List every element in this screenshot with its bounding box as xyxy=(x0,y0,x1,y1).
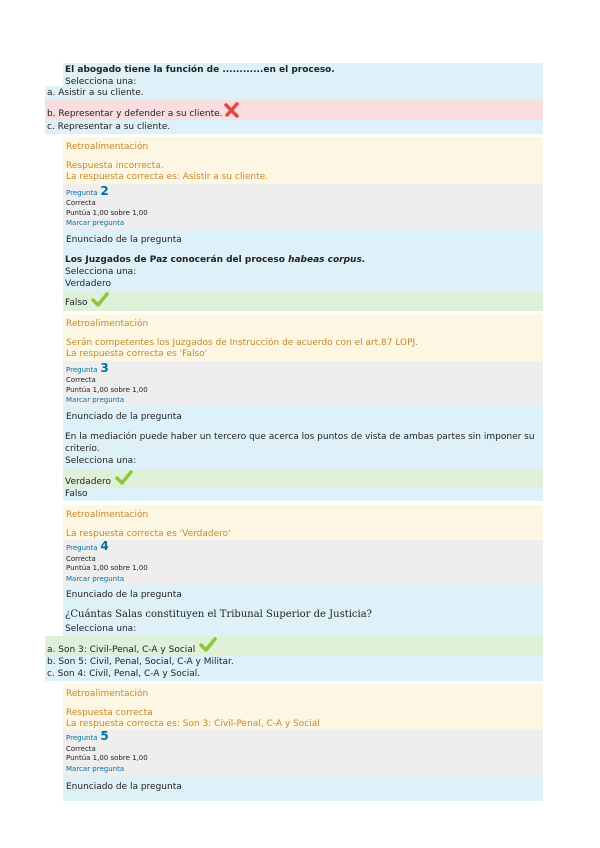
q4-select-one: Selecciona una: xyxy=(65,624,137,634)
q1-question-text: El abogado tiene la función de ............en el proceso. xyxy=(65,65,335,75)
q3-number: 3 xyxy=(100,361,109,375)
q4-feedback-heading: Retroalimentación xyxy=(66,689,149,699)
q1-feedback-answer: La respuesta correcta es: Asistir a su cliente. xyxy=(66,172,269,182)
incorrect-cross-icon xyxy=(224,102,240,118)
q1-option-c[interactable]: c. Representar a su cliente. xyxy=(47,122,171,132)
q3-question-line1: En la mediación puede haber un tercero que acerca los puntos de vista de ambas partes sin imponer su xyxy=(65,432,535,442)
q3-flag-link[interactable]: Marcar pregunta xyxy=(66,396,125,404)
q1-option-a[interactable]: a. Asistir a su cliente. xyxy=(47,88,144,98)
q5-status: Correcta xyxy=(66,745,96,753)
q3-select-one: Selecciona una: xyxy=(65,456,137,466)
q4-option-c[interactable]: c. Son 4: Civil, Penal, C-A y Social. xyxy=(47,669,201,679)
q4-header xyxy=(66,541,109,554)
q3-feedback-answer: La respuesta correcta es 'Verdadero' xyxy=(66,529,231,539)
q2-statement-heading: Enunciado de la pregunta xyxy=(66,235,182,245)
q1-feedback-heading: Retroalimentación xyxy=(66,142,149,152)
q3-option-false[interactable]: Falso xyxy=(65,489,88,499)
q2-flag-link[interactable]: Marcar pregunta xyxy=(66,219,125,227)
q5-label: Pregunta xyxy=(66,734,98,742)
q2-option-false[interactable]: Falso xyxy=(65,298,88,308)
q4-feedback-answer: La respuesta correcta es: Son 3: Civil-Penal, C-A y Social xyxy=(66,719,320,729)
q2-info-box xyxy=(63,184,543,229)
q3-info-box xyxy=(63,361,543,406)
q1-feedback-status: Respuesta incorrecta. xyxy=(66,161,164,171)
correct-check-icon xyxy=(199,637,217,653)
correct-check-icon xyxy=(91,292,109,308)
q3-option-false-row xyxy=(63,488,543,501)
q4-option-b[interactable]: b. Son 5: Civil, Penal, Social, C-A y Militar. xyxy=(47,657,234,667)
q3-status: Correcta xyxy=(66,376,96,384)
q5-score: Puntúa 1,00 sobre 1,00 xyxy=(66,754,148,762)
q1-option-b[interactable]: b. Representar y defender a su cliente. xyxy=(47,109,223,119)
q2-question-prefix: Los Juzgados de Paz conocerán del proceso xyxy=(65,255,285,265)
q2-option-false-row xyxy=(63,291,543,311)
q4-number: 4 xyxy=(100,539,109,553)
q2-feedback-text: Serán competentes los Juzgados de Instrucción de acuerdo con el art.87 LOPJ. xyxy=(66,338,419,348)
q5-flag-link[interactable]: Marcar pregunta xyxy=(66,765,125,773)
q2-score: Puntúa 1,00 sobre 1,00 xyxy=(66,209,148,217)
q3-label: Pregunta xyxy=(66,366,98,374)
q4-status: Correcta xyxy=(66,555,96,563)
q2-label: Pregunta xyxy=(66,189,98,197)
q3-option-true[interactable]: Verdadero xyxy=(65,477,112,487)
q2-question-text xyxy=(65,255,365,266)
q4-option-a[interactable]: a. Son 3: Civil-Penal, C-A y Social xyxy=(47,645,196,655)
q3-statement-heading: Enunciado de la pregunta xyxy=(66,412,182,422)
q2-number: 2 xyxy=(100,184,109,198)
q5-info-box xyxy=(63,730,543,775)
q3-question-line2: criterio. xyxy=(65,444,100,454)
q2-feedback-answer: La respuesta correcta es 'Falso' xyxy=(66,349,208,359)
q3-header xyxy=(66,363,109,376)
q4-feedback-status: Respuesta correcta xyxy=(66,708,153,718)
q2-feedback-heading: Retroalimentación xyxy=(66,319,149,329)
q3-score: Puntúa 1,00 sobre 1,00 xyxy=(66,386,148,394)
q4-flag-link[interactable]: Marcar pregunta xyxy=(66,575,125,583)
q5-statement-heading: Enunciado de la pregunta xyxy=(66,782,182,792)
q2-status: Correcta xyxy=(66,199,96,207)
q4-statement-heading: Enunciado de la pregunta xyxy=(66,590,182,600)
q2-select-one: Selecciona una: xyxy=(65,267,137,277)
q4-info-box xyxy=(63,540,543,585)
q5-number: 5 xyxy=(100,729,109,743)
q1-select-one: Selecciona una: xyxy=(65,77,137,87)
q4-score: Puntúa 1,00 sobre 1,00 xyxy=(66,564,148,572)
q2-option-true[interactable]: Verdadero xyxy=(65,279,112,289)
q2-header xyxy=(66,186,109,199)
q5-header xyxy=(66,731,109,744)
q2-question-italic: habeas corpus. xyxy=(288,255,366,265)
q3-option-true-row xyxy=(63,469,543,488)
q4-label: Pregunta xyxy=(66,544,98,552)
correct-check-icon xyxy=(115,470,133,486)
q3-feedback-heading: Retroalimentación xyxy=(66,510,149,520)
q4-question-text: ¿Cuántas Salas constituyen el Tribunal Superior de Justicia? xyxy=(65,609,373,620)
